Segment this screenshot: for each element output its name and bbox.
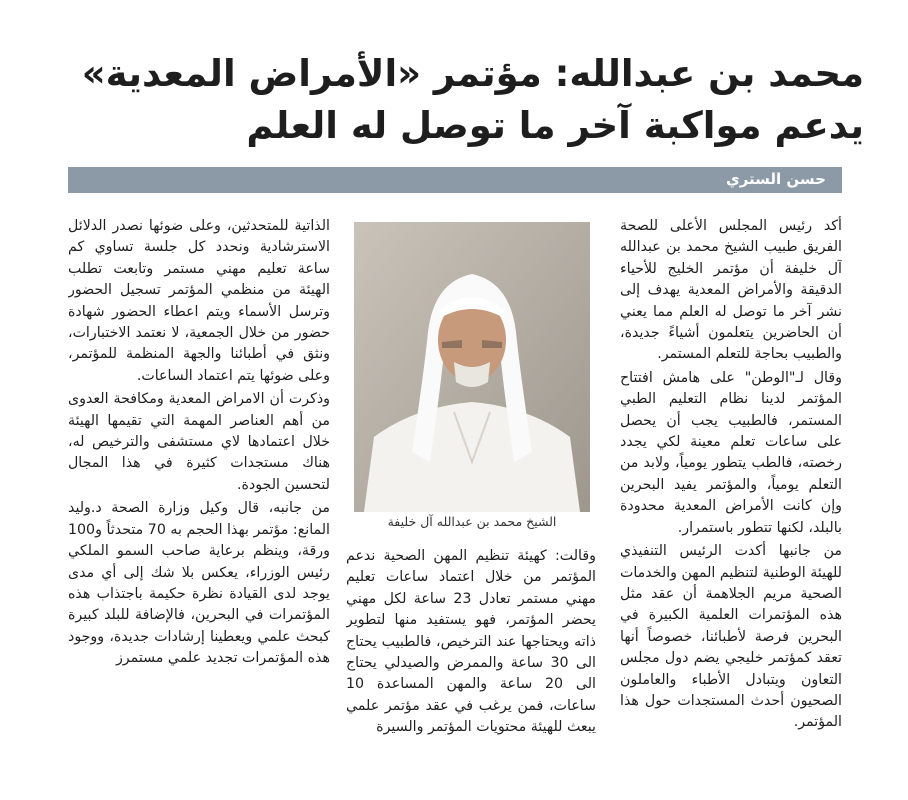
paragraph: الذاتية للمتحدثين، وعلى ضوئها نصدر الدلائل الاسترشادية ونحدد كل جلسة تساوي كم ساعة تعليم مهني مستمر وتابعت تطلب الهيئة من منظمي المؤتمر تسجيل الحضور وترسل الأسماء ويتم اعطاء الحضور شهادة حضور من خلال الجمعية، لا نعتمد الاختبارات، ونثق في أطبائنا والجهة المنظمة للمؤتمر، وعلى ضوئها يتم اعتماد الساعات. [68, 218, 330, 384]
paragraph: وذكرت أن الامراض المعدية ومكافحة العدوى من أهم العناصر المهمة التي تقيمها الهيئة خلال اعتمادها لاي مستشفى والترخيص له، هناك مستجدات كثيرة في هذا المجال لتحسين الجودة. [68, 391, 330, 493]
portrait-illustration [354, 222, 590, 512]
paragraph: من جانبه، قال وكيل وزارة الصحة د.وليد المانع: مؤتمر بهذا الحجم به 70 متحدثاً و100 ورقة، وينظم برعاية صاحب السمو الملكي رئيس الوزراء، يعكس بلا شك إلى أي مدى يوجد لدى القيادة نظرة حكيمة باجتذاب هذه المؤتمرات في البحرين، فالإضافة للبلد كبيرة كبحث علمي ويعطينا إرشادات جديدة، ووجود هذه المؤتمرات تجديد علمي مستمرز [68, 500, 330, 667]
paragraph: وقال لـ"الوطن" على هامش افتتاح المؤتمر لدينا نظام التعليم الطبي المستمر، فالطبيب يجب أن يحصل على ساعات تعلم معينة لكي يجدد رخصته، فالطب يتطور يومياً، ولابد من التعلم يومياً، والمؤتمر يفيد البحرين وإن كانت الأمراض المعدية محدودة بالبلد، لكنها تتطور باستمرار. [620, 369, 842, 536]
headline [30, 48, 864, 152]
paragraph: أكد رئيس المجلس الأعلى للصحة الفريق طبيب الشيخ محمد بن عبدالله آل خليفة أن مؤتمر الخليج للأحياء الدقيقة والأمراض المعدية يهدف إلى نشر آخر ما توصل له العلم مما يعني أن الحاضرين يتعلمون أشياءً جديدة، والطبيب بحاجة للتعلم المستمر. [620, 218, 842, 363]
byline-author: حسن الستري [725, 170, 826, 188]
article-column-right [620, 216, 842, 782]
byline-bar [68, 167, 842, 193]
portrait-photo [354, 222, 590, 512]
headline-line-1: محمد بن عبدالله: مؤتمر «الأمراض المعدية» [81, 52, 864, 95]
article-column-middle [346, 546, 596, 782]
paragraph: من جانبها أكدت الرئيس التنفيذي للهيئة الوطنية لتنظيم المهن والخدمات الصحية مريم الجلاهمة أن عقد مثل هذه المؤتمرات العلمية الكبيرة في البحرين فرصة لأطبائنا، خصوصاً أنها تعقد كمؤتمر خليجي يضم دول مجلس التعاون ويتبادل الأطباء والعاملون الصحيون أحدث المستجدات حول هذا المؤتمر. [620, 543, 842, 731]
photo-caption: الشيخ محمد بن عبدالله آل خليفة [387, 514, 557, 529]
paragraph: وقالت: كهيئة تنظيم المهن الصحية ندعم المؤتمر من خلال اعتماد ساعات تعليم مهني مستمر تعادل 23 ساعة لكل مهني يحضر المؤتمر، فهو يستفيد منها لتطوير ذاته ويحتاجها عند الترخيص، فالطبيب يحتاج الى 30 ساعة والممرض والصيدلي يحتاج الى 20 ساعة والمهن المساعدة 10 ساعات، فمن يرغب في عقد مؤتمر علمي يبعث للهيئة محتويات المؤتمر والسيرة [346, 548, 596, 736]
headline-line-2: يدعم مواكبة آخر ما توصل له العلم [246, 104, 864, 147]
article-column-left [68, 216, 330, 782]
